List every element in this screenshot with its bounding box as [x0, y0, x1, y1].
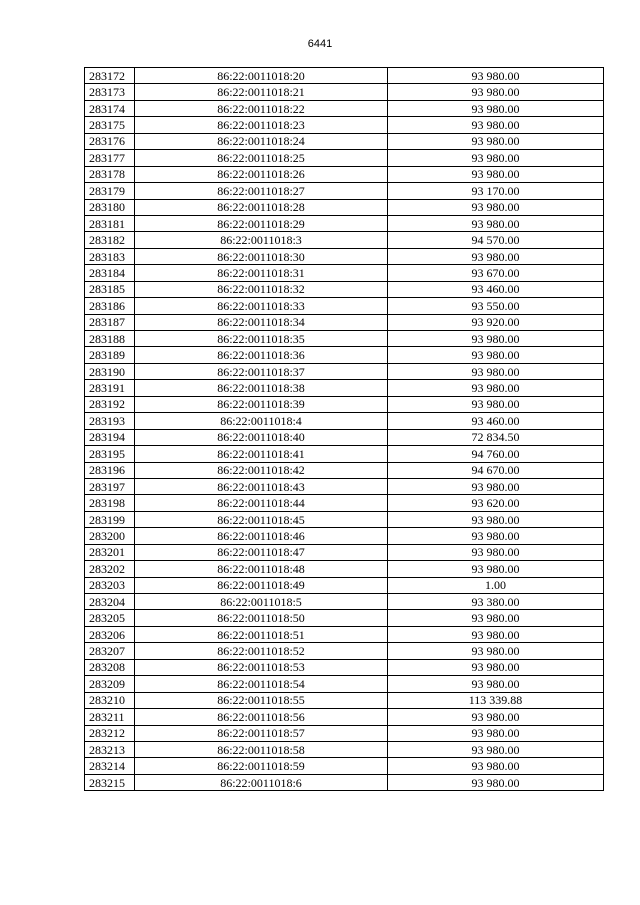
cadastral-number-cell: 86:22:0011018:23	[135, 117, 388, 133]
cadastral-number-cell: 86:22:0011018:3	[135, 232, 388, 248]
table-row	[85, 380, 604, 396]
cadastral-number-cell: 86:22:0011018:36	[135, 347, 388, 363]
table-row	[85, 709, 604, 725]
cadastral-number-cell: 86:22:0011018:42	[135, 462, 388, 478]
cadastral-number-cell: 86:22:0011018:56	[135, 709, 388, 725]
value-cell: 93 980.00	[388, 150, 604, 166]
value-cell: 93 460.00	[388, 281, 604, 297]
table-row	[85, 199, 604, 215]
table-row	[85, 166, 604, 182]
value-cell: 93 980.00	[388, 758, 604, 774]
cadastral-number-cell: 86:22:0011018:20	[135, 68, 388, 84]
cadastral-number-cell: 86:22:0011018:37	[135, 363, 388, 379]
value-cell: 93 380.00	[388, 594, 604, 610]
table-row	[85, 676, 604, 692]
record-number-cell: 283200	[85, 528, 135, 544]
cadastral-number-cell: 86:22:0011018:31	[135, 265, 388, 281]
cadastral-number-cell: 86:22:0011018:34	[135, 314, 388, 330]
value-cell: 93 980.00	[388, 100, 604, 116]
value-cell: 93 980.00	[388, 528, 604, 544]
value-cell: 113 339.88	[388, 692, 604, 708]
table-row	[85, 232, 604, 248]
record-number-cell: 283198	[85, 495, 135, 511]
value-cell: 94 570.00	[388, 232, 604, 248]
cadastral-number-cell: 86:22:0011018:26	[135, 166, 388, 182]
value-cell: 93 980.00	[388, 774, 604, 790]
table-row	[85, 117, 604, 133]
value-cell: 93 460.00	[388, 413, 604, 429]
value-cell: 1.00	[388, 577, 604, 593]
table-row	[85, 692, 604, 708]
value-cell: 93 980.00	[388, 84, 604, 100]
cadastral-number-cell: 86:22:0011018:50	[135, 610, 388, 626]
cadastral-number-cell: 86:22:0011018:57	[135, 725, 388, 741]
table-row	[85, 396, 604, 412]
record-number-cell: 283184	[85, 265, 135, 281]
record-number-cell: 283189	[85, 347, 135, 363]
value-cell: 93 980.00	[388, 199, 604, 215]
record-number-cell: 283202	[85, 561, 135, 577]
record-number-cell: 283213	[85, 741, 135, 757]
value-cell: 93 980.00	[388, 133, 604, 149]
value-cell: 93 980.00	[388, 478, 604, 494]
record-number-cell: 283214	[85, 758, 135, 774]
cadastral-number-cell: 86:22:0011018:44	[135, 495, 388, 511]
value-cell: 93 980.00	[388, 561, 604, 577]
table-row	[85, 68, 604, 84]
record-number-cell: 283208	[85, 659, 135, 675]
cadastral-number-cell: 86:22:0011018:52	[135, 643, 388, 659]
cadastral-number-cell: 86:22:0011018:55	[135, 692, 388, 708]
cadastral-number-cell: 86:22:0011018:5	[135, 594, 388, 610]
records-table-body	[85, 68, 604, 791]
value-cell: 93 980.00	[388, 380, 604, 396]
page-number: 6441	[307, 38, 333, 50]
value-cell: 93 980.00	[388, 676, 604, 692]
table-row	[85, 528, 604, 544]
value-cell: 72 834.50	[388, 429, 604, 445]
table-row	[85, 495, 604, 511]
record-number-cell: 283175	[85, 117, 135, 133]
record-number-cell: 283172	[85, 68, 135, 84]
table-row	[85, 133, 604, 149]
table-row	[85, 363, 604, 379]
value-cell: 93 980.00	[388, 396, 604, 412]
table-row	[85, 659, 604, 675]
value-cell: 93 980.00	[388, 511, 604, 527]
record-number-cell: 283185	[85, 281, 135, 297]
cadastral-number-cell: 86:22:0011018:32	[135, 281, 388, 297]
table-row	[85, 281, 604, 297]
cadastral-number-cell: 86:22:0011018:22	[135, 100, 388, 116]
record-number-cell: 283180	[85, 199, 135, 215]
record-number-cell: 283206	[85, 626, 135, 642]
record-number-cell: 283181	[85, 215, 135, 231]
table-row	[85, 544, 604, 560]
table-row	[85, 183, 604, 199]
record-number-cell: 283194	[85, 429, 135, 445]
cadastral-number-cell: 86:22:0011018:40	[135, 429, 388, 445]
record-number-cell: 283174	[85, 100, 135, 116]
value-cell: 93 980.00	[388, 659, 604, 675]
value-cell: 93 980.00	[388, 215, 604, 231]
record-number-cell: 283173	[85, 84, 135, 100]
cadastral-number-cell: 86:22:0011018:4	[135, 413, 388, 429]
table-row	[85, 265, 604, 281]
table-row	[85, 774, 604, 790]
record-number-cell: 283212	[85, 725, 135, 741]
table-row	[85, 462, 604, 478]
record-number-cell: 283186	[85, 298, 135, 314]
cadastral-number-cell: 86:22:0011018:51	[135, 626, 388, 642]
table-row	[85, 478, 604, 494]
value-cell: 93 980.00	[388, 331, 604, 347]
value-cell: 93 620.00	[388, 495, 604, 511]
record-number-cell: 283205	[85, 610, 135, 626]
value-cell: 93 670.00	[388, 265, 604, 281]
table-row	[85, 215, 604, 231]
value-cell: 93 980.00	[388, 725, 604, 741]
cadastral-number-cell: 86:22:0011018:21	[135, 84, 388, 100]
value-cell: 93 980.00	[388, 544, 604, 560]
table-row	[85, 741, 604, 757]
record-number-cell: 283192	[85, 396, 135, 412]
table-row	[85, 413, 604, 429]
value-cell: 93 550.00	[388, 298, 604, 314]
record-number-cell: 283191	[85, 380, 135, 396]
table-row	[85, 429, 604, 445]
cadastral-number-cell: 86:22:0011018:41	[135, 446, 388, 462]
value-cell: 94 760.00	[388, 446, 604, 462]
record-number-cell: 283195	[85, 446, 135, 462]
record-number-cell: 283204	[85, 594, 135, 610]
table-row	[85, 561, 604, 577]
value-cell: 93 980.00	[388, 709, 604, 725]
cadastral-number-cell: 86:22:0011018:53	[135, 659, 388, 675]
record-number-cell: 283176	[85, 133, 135, 149]
cadastral-number-cell: 86:22:0011018:54	[135, 676, 388, 692]
record-number-cell: 283193	[85, 413, 135, 429]
record-number-cell: 283209	[85, 676, 135, 692]
cadastral-number-cell: 86:22:0011018:25	[135, 150, 388, 166]
record-number-cell: 283177	[85, 150, 135, 166]
record-number-cell: 283215	[85, 774, 135, 790]
value-cell: 93 170.00	[388, 183, 604, 199]
record-number-cell: 283179	[85, 183, 135, 199]
cadastral-number-cell: 86:22:0011018:58	[135, 741, 388, 757]
record-number-cell: 283183	[85, 248, 135, 264]
table-row	[85, 758, 604, 774]
record-number-cell: 283199	[85, 511, 135, 527]
record-number-cell: 283196	[85, 462, 135, 478]
cadastral-number-cell: 86:22:0011018:6	[135, 774, 388, 790]
table-row	[85, 150, 604, 166]
record-number-cell: 283187	[85, 314, 135, 330]
cadastral-number-cell: 86:22:0011018:46	[135, 528, 388, 544]
cadastral-number-cell: 86:22:0011018:28	[135, 199, 388, 215]
value-cell: 94 670.00	[388, 462, 604, 478]
table-row	[85, 248, 604, 264]
value-cell: 93 980.00	[388, 610, 604, 626]
cadastral-number-cell: 86:22:0011018:39	[135, 396, 388, 412]
cadastral-number-cell: 86:22:0011018:33	[135, 298, 388, 314]
table-row	[85, 347, 604, 363]
value-cell: 93 980.00	[388, 363, 604, 379]
table-row	[85, 446, 604, 462]
record-number-cell: 283201	[85, 544, 135, 560]
table-row	[85, 314, 604, 330]
cadastral-number-cell: 86:22:0011018:35	[135, 331, 388, 347]
value-cell: 93 980.00	[388, 643, 604, 659]
value-cell: 93 980.00	[388, 626, 604, 642]
table-row	[85, 84, 604, 100]
table-row	[85, 298, 604, 314]
table-row	[85, 643, 604, 659]
cadastral-number-cell: 86:22:0011018:24	[135, 133, 388, 149]
cadastral-number-cell: 86:22:0011018:47	[135, 544, 388, 560]
value-cell: 93 980.00	[388, 117, 604, 133]
table-row	[85, 100, 604, 116]
record-number-cell: 283210	[85, 692, 135, 708]
table-row	[85, 577, 604, 593]
record-number-cell: 283207	[85, 643, 135, 659]
cadastral-number-cell: 86:22:0011018:45	[135, 511, 388, 527]
table-row	[85, 725, 604, 741]
cadastral-number-cell: 86:22:0011018:48	[135, 561, 388, 577]
cadastral-number-cell: 86:22:0011018:30	[135, 248, 388, 264]
table-row	[85, 511, 604, 527]
value-cell: 93 980.00	[388, 166, 604, 182]
records-table	[84, 67, 604, 791]
cadastral-number-cell: 86:22:0011018:59	[135, 758, 388, 774]
table-row	[85, 594, 604, 610]
record-number-cell: 283190	[85, 363, 135, 379]
value-cell: 93 980.00	[388, 347, 604, 363]
cadastral-number-cell: 86:22:0011018:27	[135, 183, 388, 199]
value-cell: 93 980.00	[388, 68, 604, 84]
value-cell: 93 920.00	[388, 314, 604, 330]
record-number-cell: 283182	[85, 232, 135, 248]
record-number-cell: 283178	[85, 166, 135, 182]
table-row	[85, 331, 604, 347]
cadastral-number-cell: 86:22:0011018:29	[135, 215, 388, 231]
cadastral-number-cell: 86:22:0011018:38	[135, 380, 388, 396]
cadastral-number-cell: 86:22:0011018:49	[135, 577, 388, 593]
table-row	[85, 626, 604, 642]
table-row	[85, 610, 604, 626]
cadastral-number-cell: 86:22:0011018:43	[135, 478, 388, 494]
value-cell: 93 980.00	[388, 741, 604, 757]
record-number-cell: 283188	[85, 331, 135, 347]
record-number-cell: 283203	[85, 577, 135, 593]
record-number-cell: 283211	[85, 709, 135, 725]
record-number-cell: 283197	[85, 478, 135, 494]
value-cell: 93 980.00	[388, 248, 604, 264]
